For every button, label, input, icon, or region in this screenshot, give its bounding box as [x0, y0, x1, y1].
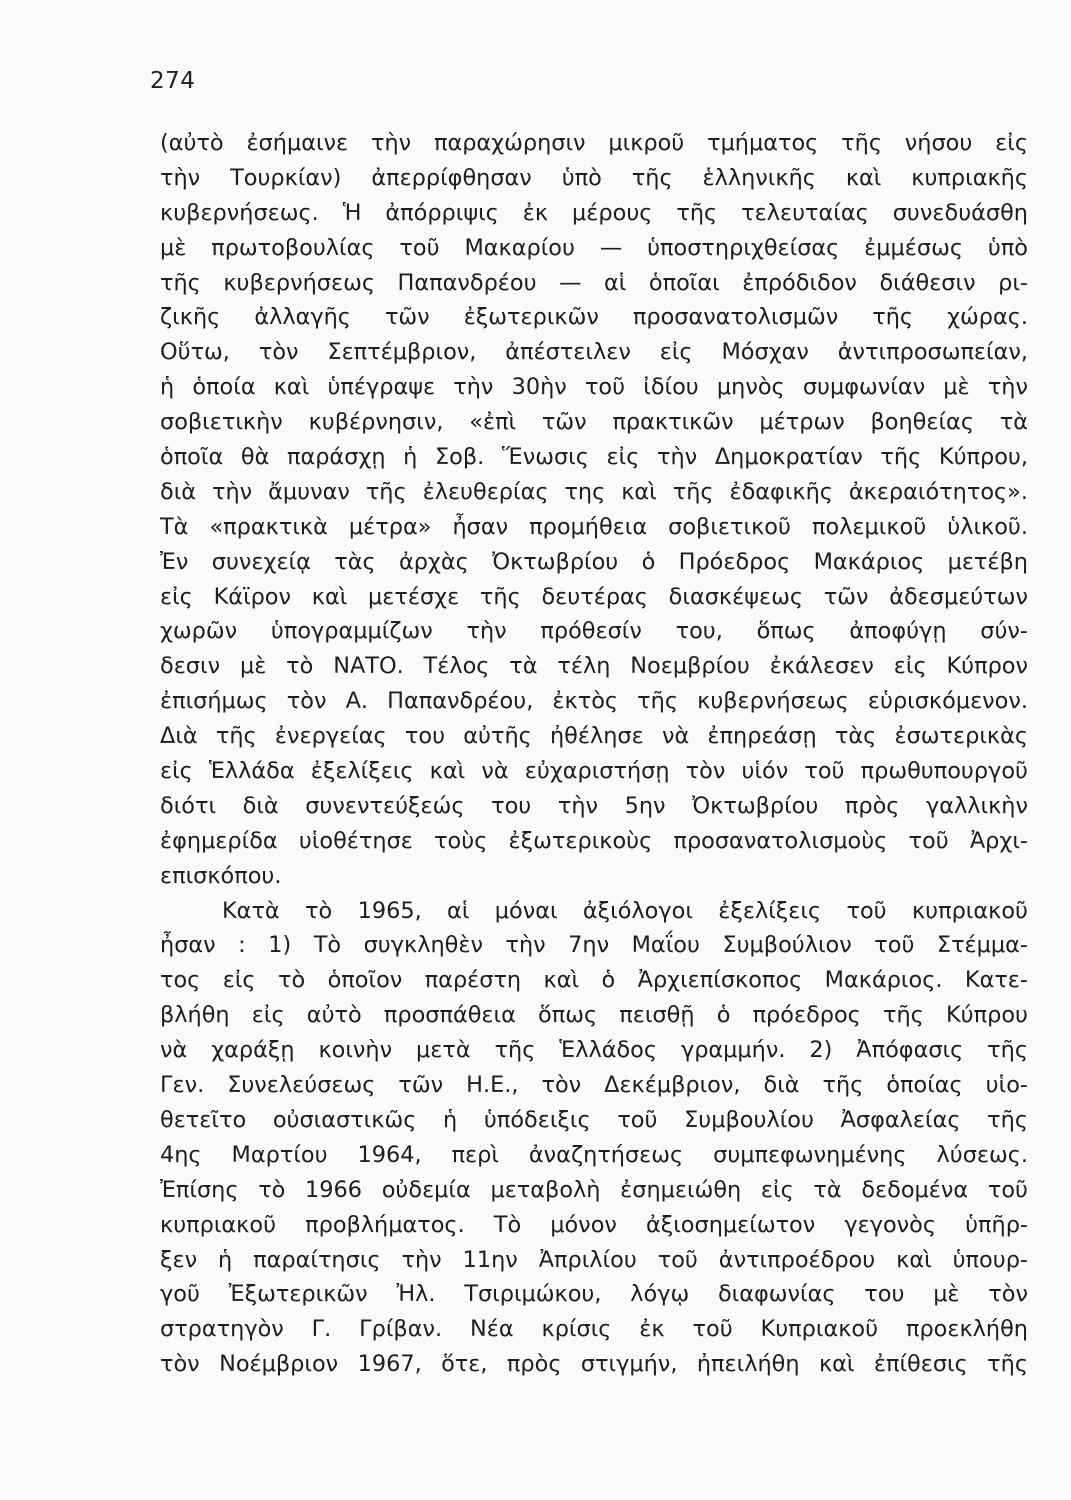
text-line: Ἐπίσης τὸ 1966 οὐδεμία μεταβολὴ ἐσημειώθη εἰς τὰ δεδομένα τοῦ [160, 1176, 1028, 1203]
text-line: νὰ χαράξῃ κοινὴν μετὰ τῆς Ἑλλάδος γραμμήν. 2) Ἀπόφασις τῆς [160, 1037, 1028, 1064]
text-line: ἦσαν : 1) Τὸ συγκληθὲν τὴν 7ην Μαΐου Συμβούλιον τοῦ Στέμμα- [160, 932, 1028, 959]
text-line: ἡ ὁποία καὶ ὑπέγραψε τὴν 30ὴν τοῦ ἰδίου μηνὸς συμφωνίαν μὲ τὴν [160, 374, 1028, 401]
text-line: μὲ πρωτοβουλίας τοῦ Μακαρίου — ὑποστηριχθείσας ἐμμέσως ὑπὸ [160, 234, 1028, 261]
text-line: κυπριακοῦ προβλήματος. Τὸ μόνον ἀξιοσημείωτον γεγονὸς ὑπῆρ- [160, 1211, 1028, 1238]
text-line: τὴν Τουρκίαν) ἀπερρίφθησαν ὑπὸ τῆς ἑλληνικῆς καὶ κυπριακῆς [160, 164, 1028, 191]
body-text [160, 126, 1028, 1382]
text-line: γοῦ Ἐξωτερικῶν Ἠλ. Τσιριμώκου, λόγῳ διαφωνίας του μὲ τὸν [160, 1281, 1028, 1308]
text-line: δεσιν μὲ τὸ ΝΑΤΟ. Τέλος τὰ τέλη Νοεμβρίου ἐκάλεσεν εἰς Κύπρον [160, 653, 1028, 680]
text-line: ὁποῖα θὰ παράσχῃ ἡ Σοβ. Ἕνωσις εἰς τὴν Δημοκρατίαν τῆς Κύπρου, [160, 444, 1028, 471]
page-number: 274 [150, 68, 196, 94]
text-line: ἐφημερίδα υἱοθέτησε τοὺς ἐξωτερικοὺς προσανατολισμοὺς τοῦ Ἀρχι- [160, 827, 1028, 854]
text-line: 4ης Μαρτίου 1964, περὶ ἀναζητήσεως συμπεφωνημένης λύσεως. [160, 1141, 1028, 1168]
text-line: βλήθη εἰς αὐτὸ προσπάθεια ὅπως πεισθῇ ὁ πρόεδρος τῆς Κύπρου [160, 1002, 1028, 1029]
text-line: τὸν Νοέμβριον 1967, ὅτε, πρὸς στιγμήν, ἠπειλήθη καὶ ἐπίθεσις τῆς [160, 1351, 1028, 1378]
text-line: Οὕτω, τὸν Σεπτέμβριον, ἀπέστειλεν εἰς Μόσχαν ἀντιπροσωπείαν, [160, 339, 1028, 366]
text-line: Διὰ τῆς ἐνεργείας του αὐτῆς ἠθέλησε νὰ ἐπηρεάσῃ τὰς ἐσωτερικὰς [160, 723, 1028, 750]
text-line: χωρῶν ὑπογραμμίζων τὴν πρόθεσίν του, ὅπως ἀποφύγῃ σύν- [160, 618, 1028, 645]
text-line: Ἐν συνεχείᾳ τὰς ἀρχὰς Ὀκτωβρίου ὁ Πρόεδρος Μακάριος μετέβη [160, 548, 1028, 575]
text-line: Τὰ «πρακτικὰ μέτρα» ἦσαν προμήθεια σοβιετικοῦ πολεμικοῦ ὑλικοῦ. [160, 513, 1028, 540]
text-line: διὰ τὴν ἄμυναν τῆς ἐλευθερίας της καὶ τῆς ἐδαφικῆς ἀκεραιότητος». [160, 478, 1028, 505]
text-line: εἰς Ἑλλάδα ἐξελίξεις καὶ νὰ εὐχαριστήσῃ τὸν υἱόν τοῦ πρωθυπουργοῦ [160, 758, 1028, 785]
text-line: τῆς κυβερνήσεως Παπανδρέου — αἱ ὁποῖαι ἐπρόδιδον διάθεσιν ρι- [160, 269, 1028, 296]
text-line: (αὐτὸ ἐσήμαινε τὴν παραχώρησιν μικροῦ τμήματος τῆς νήσου εἰς [160, 130, 1028, 156]
text-line: ξεν ἡ παραίτησις τὴν 11ην Ἀπριλίου τοῦ ἀντιπροέδρου καὶ ὑπουρ- [160, 1246, 1028, 1273]
text-line: Γεν. Συνελεύσεως τῶν Η.Ε., τὸν Δεκέμβριον, διὰ τῆς ὁποίας υἱο- [160, 1072, 1028, 1099]
text-line: ζικῆς ἀλλαγῆς τῶν ἐξωτερικῶν προσανατολισμῶν τῆς χώρας. [160, 304, 1028, 331]
text-line: Κατὰ τὸ 1965, αἱ μόναι ἀξιόλογοι ἐξελίξεις τοῦ κυπριακοῦ [222, 897, 1028, 924]
text-line: διότι διὰ συνεντεύξεώς του τὴν 5ην Ὀκτωβρίου πρὸς γαλλικὴν [160, 792, 1028, 819]
text-line: θετεῖτο οὐσιαστικῶς ἡ ὑπόδειξις τοῦ Συμβουλίου Ἀσφαλείας τῆς [160, 1106, 1028, 1133]
text-line: τος εἰς τὸ ὁποῖον παρέστη καὶ ὁ Ἀρχιεπίσκοπος Μακάριος. Κατε- [160, 967, 1028, 994]
text-line: στρατηγὸν Γ. Γρίβαν. Νέα κρίσις ἐκ τοῦ Κυπριακοῦ προεκλήθη [160, 1316, 1028, 1343]
text-line: ἐπισήμως τὸν Α. Παπανδρέου, ἐκτὸς τῆς κυβερνήσεως εὑρισκόμενον. [160, 688, 1028, 715]
text-line: σοβιετικὴν κυβέρνησιν, «ἐπὶ τῶν πρακτικῶν μέτρων βοηθείας τὰ [160, 409, 1028, 436]
text-line: επισκόπου. [160, 862, 282, 889]
text-line: κυβερνήσεως. Ἡ ἀπόρριψις ἐκ μέρους τῆς τελευταίας συνεδυάσθη [160, 199, 1028, 226]
text-line: εἰς Κάϊρον καὶ μετέσχε τῆς δευτέρας διασκέψεως τῶν ἀδεσμεύτων [160, 583, 1028, 610]
